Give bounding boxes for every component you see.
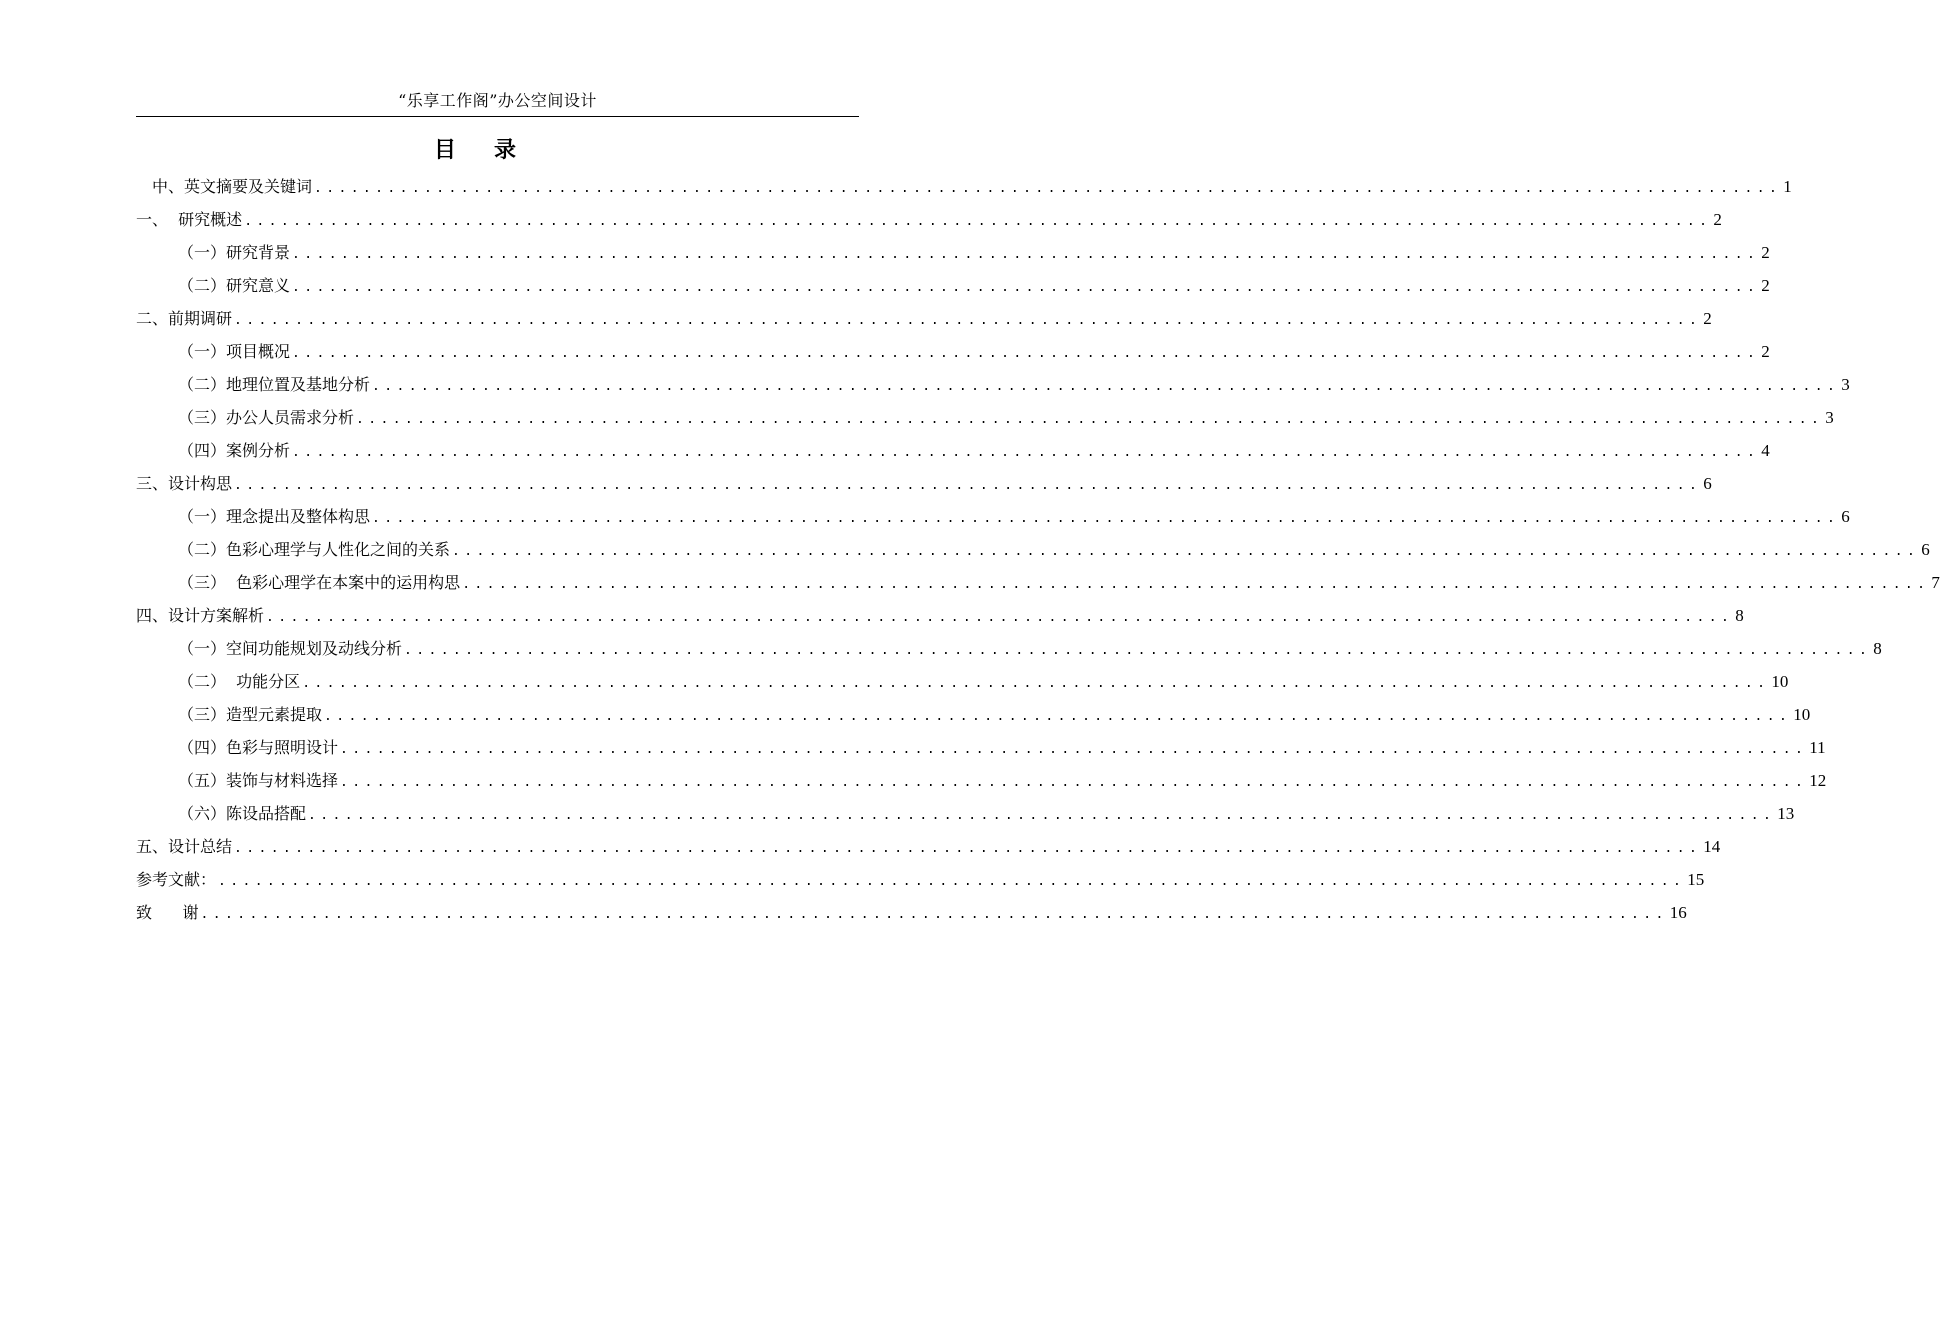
toc-dot-leader: ........................................................................................................................ (308, 808, 1776, 823)
toc-dot-leader: ........................................................................................................................ (218, 874, 1686, 889)
toc-dot-leader: ........................................................................................................................ (292, 346, 1760, 361)
toc-entry-page: 3 (1841, 375, 1850, 394)
toc-entry-label: （六）陈设品搭配 (178, 804, 307, 823)
toc-title (0, 134, 950, 168)
toc-entry-page: 14 (1703, 837, 1721, 856)
toc-entry-label: （一）理念提出及整体构思 (178, 507, 371, 526)
toc-entry-label: 二、前期调研 (136, 309, 233, 328)
toc-entry-label: （一）研究背景 (178, 243, 291, 262)
toc-entry-label: （三）造型元素提取 (178, 705, 323, 724)
toc-entry[interactable] (178, 273, 1770, 299)
running-header (136, 88, 859, 117)
toc-entry-label: （一）项目概况 (178, 342, 291, 361)
toc-dot-leader: ........................................................................................................................ (234, 841, 1702, 856)
toc-dot-leader: ........................................................................................................................ (340, 742, 1808, 757)
toc-entry-page: 2 (1761, 342, 1770, 361)
toc-entry[interactable] (136, 834, 1721, 860)
toc-entry-page: 8 (1873, 639, 1882, 658)
toc-entry-label: 致 谢 (136, 903, 199, 922)
toc-entry-page: 6 (1921, 540, 1930, 559)
toc-entry-label: （四）色彩与照明设计 (178, 738, 339, 757)
toc-entry[interactable] (178, 438, 1770, 464)
toc-entry-label: （三）办公人员需求分析 (178, 408, 355, 427)
toc-dot-leader: ........................................................................................................................ (200, 907, 1668, 922)
toc-entry[interactable] (178, 240, 1770, 266)
toc-dot-leader: ........................................................................................................................ (452, 544, 1920, 559)
toc-entry[interactable] (136, 207, 1722, 233)
toc-dot-leader: ........................................................................................................................ (292, 247, 1760, 262)
running-header-title: “乐享工作阁”办公空间设计 (398, 91, 597, 110)
toc-entry-page: 8 (1735, 606, 1744, 625)
toc-entry-page: 2 (1713, 210, 1722, 229)
toc-entry[interactable] (136, 471, 1712, 497)
toc-entry-label: 参考文献： (136, 870, 217, 889)
toc-dot-leader: ........................................................................................................................ (404, 643, 1872, 658)
toc-dot-leader: ........................................................................................................................ (266, 610, 1734, 625)
toc-entry-page: 2 (1703, 309, 1712, 328)
toc-dot-leader: ........................................................................................................................ (302, 676, 1770, 691)
toc-entry[interactable] (178, 669, 1789, 695)
toc-entry-label: （三） 色彩心理学在本案中的运用构思 (178, 573, 461, 592)
toc-entry[interactable] (178, 735, 1826, 761)
toc-entry[interactable] (136, 900, 1687, 926)
toc-dot-leader: ........................................................................................................................ (234, 313, 1702, 328)
toc-entry[interactable] (178, 702, 1811, 728)
toc-entry-page: 16 (1669, 903, 1687, 922)
toc-entry-page: 4 (1761, 441, 1770, 460)
toc-dot-leader: ........................................................................................................................ (314, 181, 1782, 196)
toc-entry-page: 2 (1761, 243, 1770, 262)
toc-entry[interactable] (178, 339, 1770, 365)
toc-entry-page: 3 (1825, 408, 1834, 427)
toc-entry[interactable] (178, 372, 1850, 398)
toc-entry[interactable] (136, 603, 1744, 629)
toc-dot-leader: ........................................................................................................................ (372, 379, 1840, 394)
toc-entry[interactable] (136, 867, 1705, 893)
toc-dot-leader: ........................................................................................................................ (244, 214, 1712, 229)
toc-entry-page: 6 (1703, 474, 1712, 493)
toc-entry-label: 中、英文摘要及关键词 (152, 177, 313, 196)
toc-entry-page: 7 (1931, 573, 1940, 592)
toc-entry[interactable] (178, 570, 1940, 596)
toc-entry[interactable] (178, 636, 1882, 662)
toc-entry-label: （二） 功能分区 (178, 672, 301, 691)
toc-title-part1: 目 (433, 138, 456, 163)
toc-entry[interactable] (178, 768, 1827, 794)
toc-entry-page: 12 (1809, 771, 1827, 790)
toc-entry-label: （四）案例分析 (178, 441, 291, 460)
toc-title-part2: 录 (494, 138, 517, 163)
toc-entry-label: （二）地理位置及基地分析 (178, 375, 371, 394)
toc-entry-page: 2 (1761, 276, 1770, 295)
toc-entry-label: 一、 研究概述 (136, 210, 243, 229)
toc-entry-page: 15 (1687, 870, 1705, 889)
toc-entry[interactable] (178, 504, 1850, 530)
toc-entry-page: 10 (1771, 672, 1789, 691)
toc-dot-leader: ........................................................................................................................ (292, 445, 1760, 460)
toc-entry-label: （五）装饰与材料选择 (178, 771, 339, 790)
toc-entry-page: 1 (1783, 177, 1792, 196)
toc-entry-label: （二）研究意义 (178, 276, 291, 295)
toc-entry[interactable] (178, 405, 1834, 431)
toc-entry-label: （一）空间功能规划及动线分析 (178, 639, 403, 658)
toc-entry-page: 6 (1841, 507, 1850, 526)
toc-entry-label: 三、设计构思 (136, 474, 233, 493)
toc-dot-leader: ........................................................................................................................ (324, 709, 1792, 724)
toc-entry-page: 13 (1777, 804, 1795, 823)
toc-dot-leader: ........................................................................................................................ (292, 280, 1760, 295)
toc-entry-page: 10 (1793, 705, 1811, 724)
toc-entry[interactable] (178, 801, 1795, 827)
toc-entry[interactable] (152, 174, 1792, 200)
toc-entry-page: 11 (1809, 738, 1826, 757)
toc-entry[interactable] (178, 537, 1930, 563)
toc-entry[interactable] (136, 306, 1712, 332)
toc-dot-leader: ........................................................................................................................ (462, 577, 1930, 592)
toc-dot-leader: ........................................................................................................................ (372, 511, 1840, 526)
toc-entry-label: （二）色彩心理学与人性化之间的关系 (178, 540, 451, 559)
toc-dot-leader: ........................................................................................................................ (234, 478, 1702, 493)
toc-dot-leader: ........................................................................................................................ (340, 775, 1808, 790)
toc-entry-label: 四、设计方案解析 (136, 606, 265, 625)
toc-entry-label: 五、设计总结 (136, 837, 233, 856)
toc-dot-leader: ........................................................................................................................ (356, 412, 1824, 427)
